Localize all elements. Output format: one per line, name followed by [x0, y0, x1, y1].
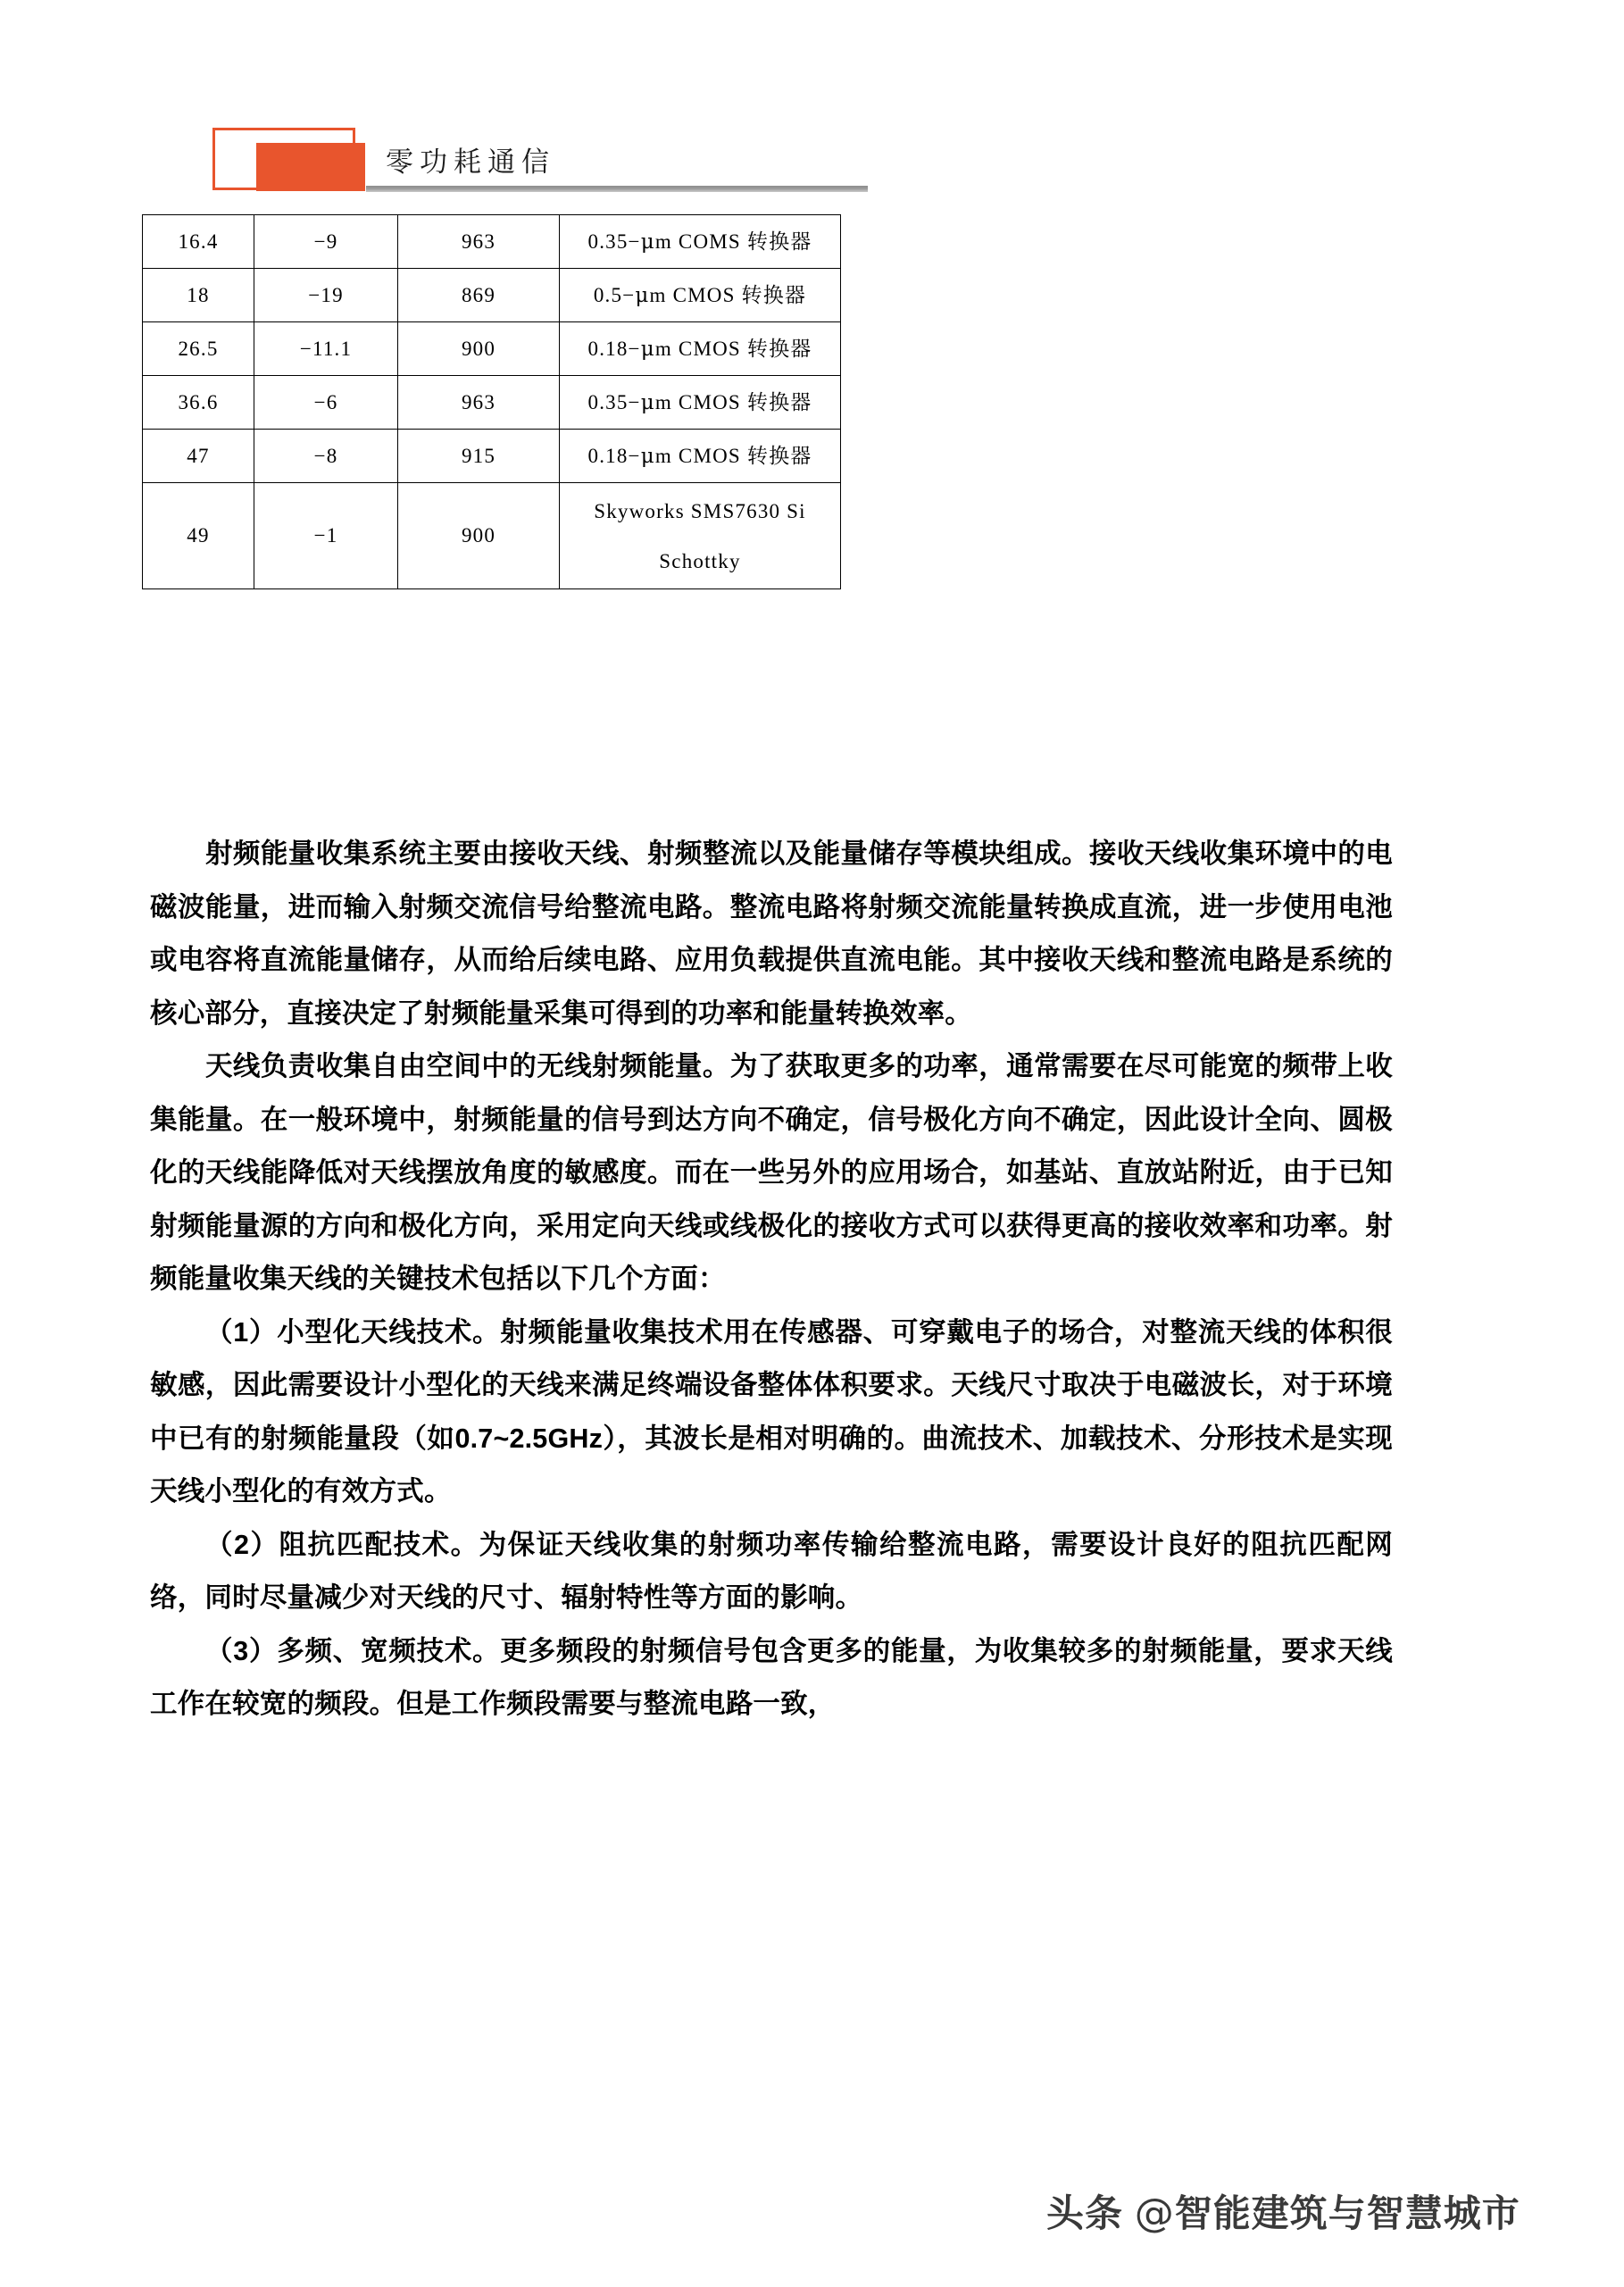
micro-symbol: μ — [640, 444, 655, 468]
cell-technology — [560, 430, 841, 483]
cell-technology — [560, 322, 841, 376]
cell-efficiency: 36.6 — [143, 376, 254, 430]
tech-cjk: 转换器 — [746, 390, 812, 413]
watermark-platform: 头条 — [1046, 2192, 1124, 2234]
tech-prefix: 0.35− — [587, 390, 641, 413]
tech-mid: m CMOS — [654, 444, 747, 467]
paragraph-item-1-miniaturization: （1）小型化天线技术。射频能量收集技术用在传感器、可穿戴电子的场合，对整流天线的体积很敏感，因此需要设计小型化的天线来满足终端设备整体体积要求。天线尺寸取决于电磁波长，对于环境中已有的射频能量段（如0.7~2.5GHz），其波长是相对明确的。曲流技术、加载技术、分形技术是实现天线小型化的有效方式。 — [150, 1316, 1393, 1507]
tech-mid: m CMOS — [649, 283, 742, 306]
tech-cjk: 转换器 — [746, 444, 812, 467]
micro-symbol: μ — [640, 390, 655, 414]
table-row — [143, 483, 841, 589]
table-row — [143, 376, 841, 430]
watermark-account: 智能建筑与智慧城市 — [1174, 2192, 1520, 2234]
tech-mid: Skyworks SMS7630 Si — [594, 500, 806, 522]
tech-line-2: Schottky — [659, 550, 741, 572]
table-row — [143, 322, 841, 376]
header-filled-decoration-icon — [256, 143, 365, 191]
tech-prefix: 0.18− — [587, 337, 641, 360]
cell-efficiency: 16.4 — [143, 215, 254, 269]
cell-input-power: −19 — [254, 269, 398, 322]
tech-cjk: 转换器 — [746, 230, 812, 253]
cell-technology — [560, 483, 841, 589]
micro-symbol: μ — [640, 230, 655, 254]
cell-efficiency: 26.5 — [143, 322, 254, 376]
body-content — [150, 828, 1393, 1732]
watermark — [1046, 2184, 1520, 2238]
tech-mid: m CMOS — [654, 390, 747, 413]
paragraph-rf-system-overview: 射频能量收集系统主要由接收天线、射频整流以及能量储存等模块组成。接收天线收集环境中的电磁波能量，进而输入射频交流信号给整流电路。整流电路将射频交流能量转换成直流，进一步使用电池或电容将直流能量储存，从而给后续电路、应用负载提供直流电能。其中接收天线和整流电路是系统的核心部分，直接决定了射频能量采集可得到的功率和能量转换效率。 — [150, 839, 1393, 1029]
micro-symbol: μ — [640, 337, 655, 361]
cell-input-power: −9 — [254, 215, 398, 269]
watermark-at-icon: @ — [1134, 2191, 1175, 2236]
rectifier-spec-table — [142, 214, 841, 589]
spec-table-container — [142, 214, 837, 589]
paragraph-item-3-multiband: （3）多频、宽频技术。更多频段的射频信号包含更多的能量，为收集较多的射频能量，要求天线工作在较宽的频段。但是工作频段需要与整流电路一致， — [150, 1635, 1393, 1719]
cell-frequency: 915 — [398, 430, 560, 483]
table-row — [143, 269, 841, 322]
cell-efficiency: 18 — [143, 269, 254, 322]
tech-mid: m CMOS — [654, 337, 747, 360]
cell-frequency: 963 — [398, 376, 560, 430]
cell-input-power: −1 — [254, 483, 398, 589]
micro-symbol: μ — [635, 283, 650, 307]
cell-efficiency: 49 — [143, 483, 254, 589]
cell-input-power: −8 — [254, 430, 398, 483]
tech-prefix: 0.35− — [587, 230, 641, 253]
cell-technology — [560, 215, 841, 269]
cell-frequency: 900 — [398, 322, 560, 376]
cell-frequency: 900 — [398, 483, 560, 589]
cell-input-power: −11.1 — [254, 322, 398, 376]
cell-technology — [560, 376, 841, 430]
table-body — [143, 215, 841, 589]
cell-technology — [560, 269, 841, 322]
cell-frequency: 963 — [398, 215, 560, 269]
cell-input-power: −6 — [254, 376, 398, 430]
header-title: 零功耗通信 — [386, 146, 555, 178]
header-rule — [366, 186, 868, 192]
cell-efficiency: 47 — [143, 430, 254, 483]
paragraph-antenna-role: 天线负责收集自由空间中的无线射频能量。为了获取更多的功率，通常需要在尽可能宽的频带上收集能量。在一般环境中，射频能量的信号到达方向不确定，信号极化方向不确定，因此设计全向、圆极化的天线能降低对天线摆放角度的敏感度。而在一些另外的应用场合，如基站、直放站附近，由于已知射频能量源的方向和极化方向，采用定向天线或线极化的接收方式可以获得更高的接收效率和功率。射频能量收集天线的关键技术包括以下几个方面： — [150, 1051, 1393, 1294]
tech-cjk: 转换器 — [741, 283, 807, 306]
tech-mid: m COMS — [654, 230, 747, 253]
table-row — [143, 215, 841, 269]
table-row — [143, 430, 841, 483]
cell-frequency: 869 — [398, 269, 560, 322]
paragraph-item-2-impedance-matching: （2）阻抗匹配技术。为保证天线收集的射频功率传输给整流电路，需要设计良好的阻抗匹配网络，同时尽量减少对天线的尺寸、辐射特性等方面的影响。 — [150, 1529, 1393, 1613]
tech-prefix: 0.5− — [593, 283, 636, 306]
page-header — [0, 0, 1624, 201]
tech-prefix: 0.18− — [587, 444, 641, 467]
tech-cjk: 转换器 — [746, 337, 812, 360]
